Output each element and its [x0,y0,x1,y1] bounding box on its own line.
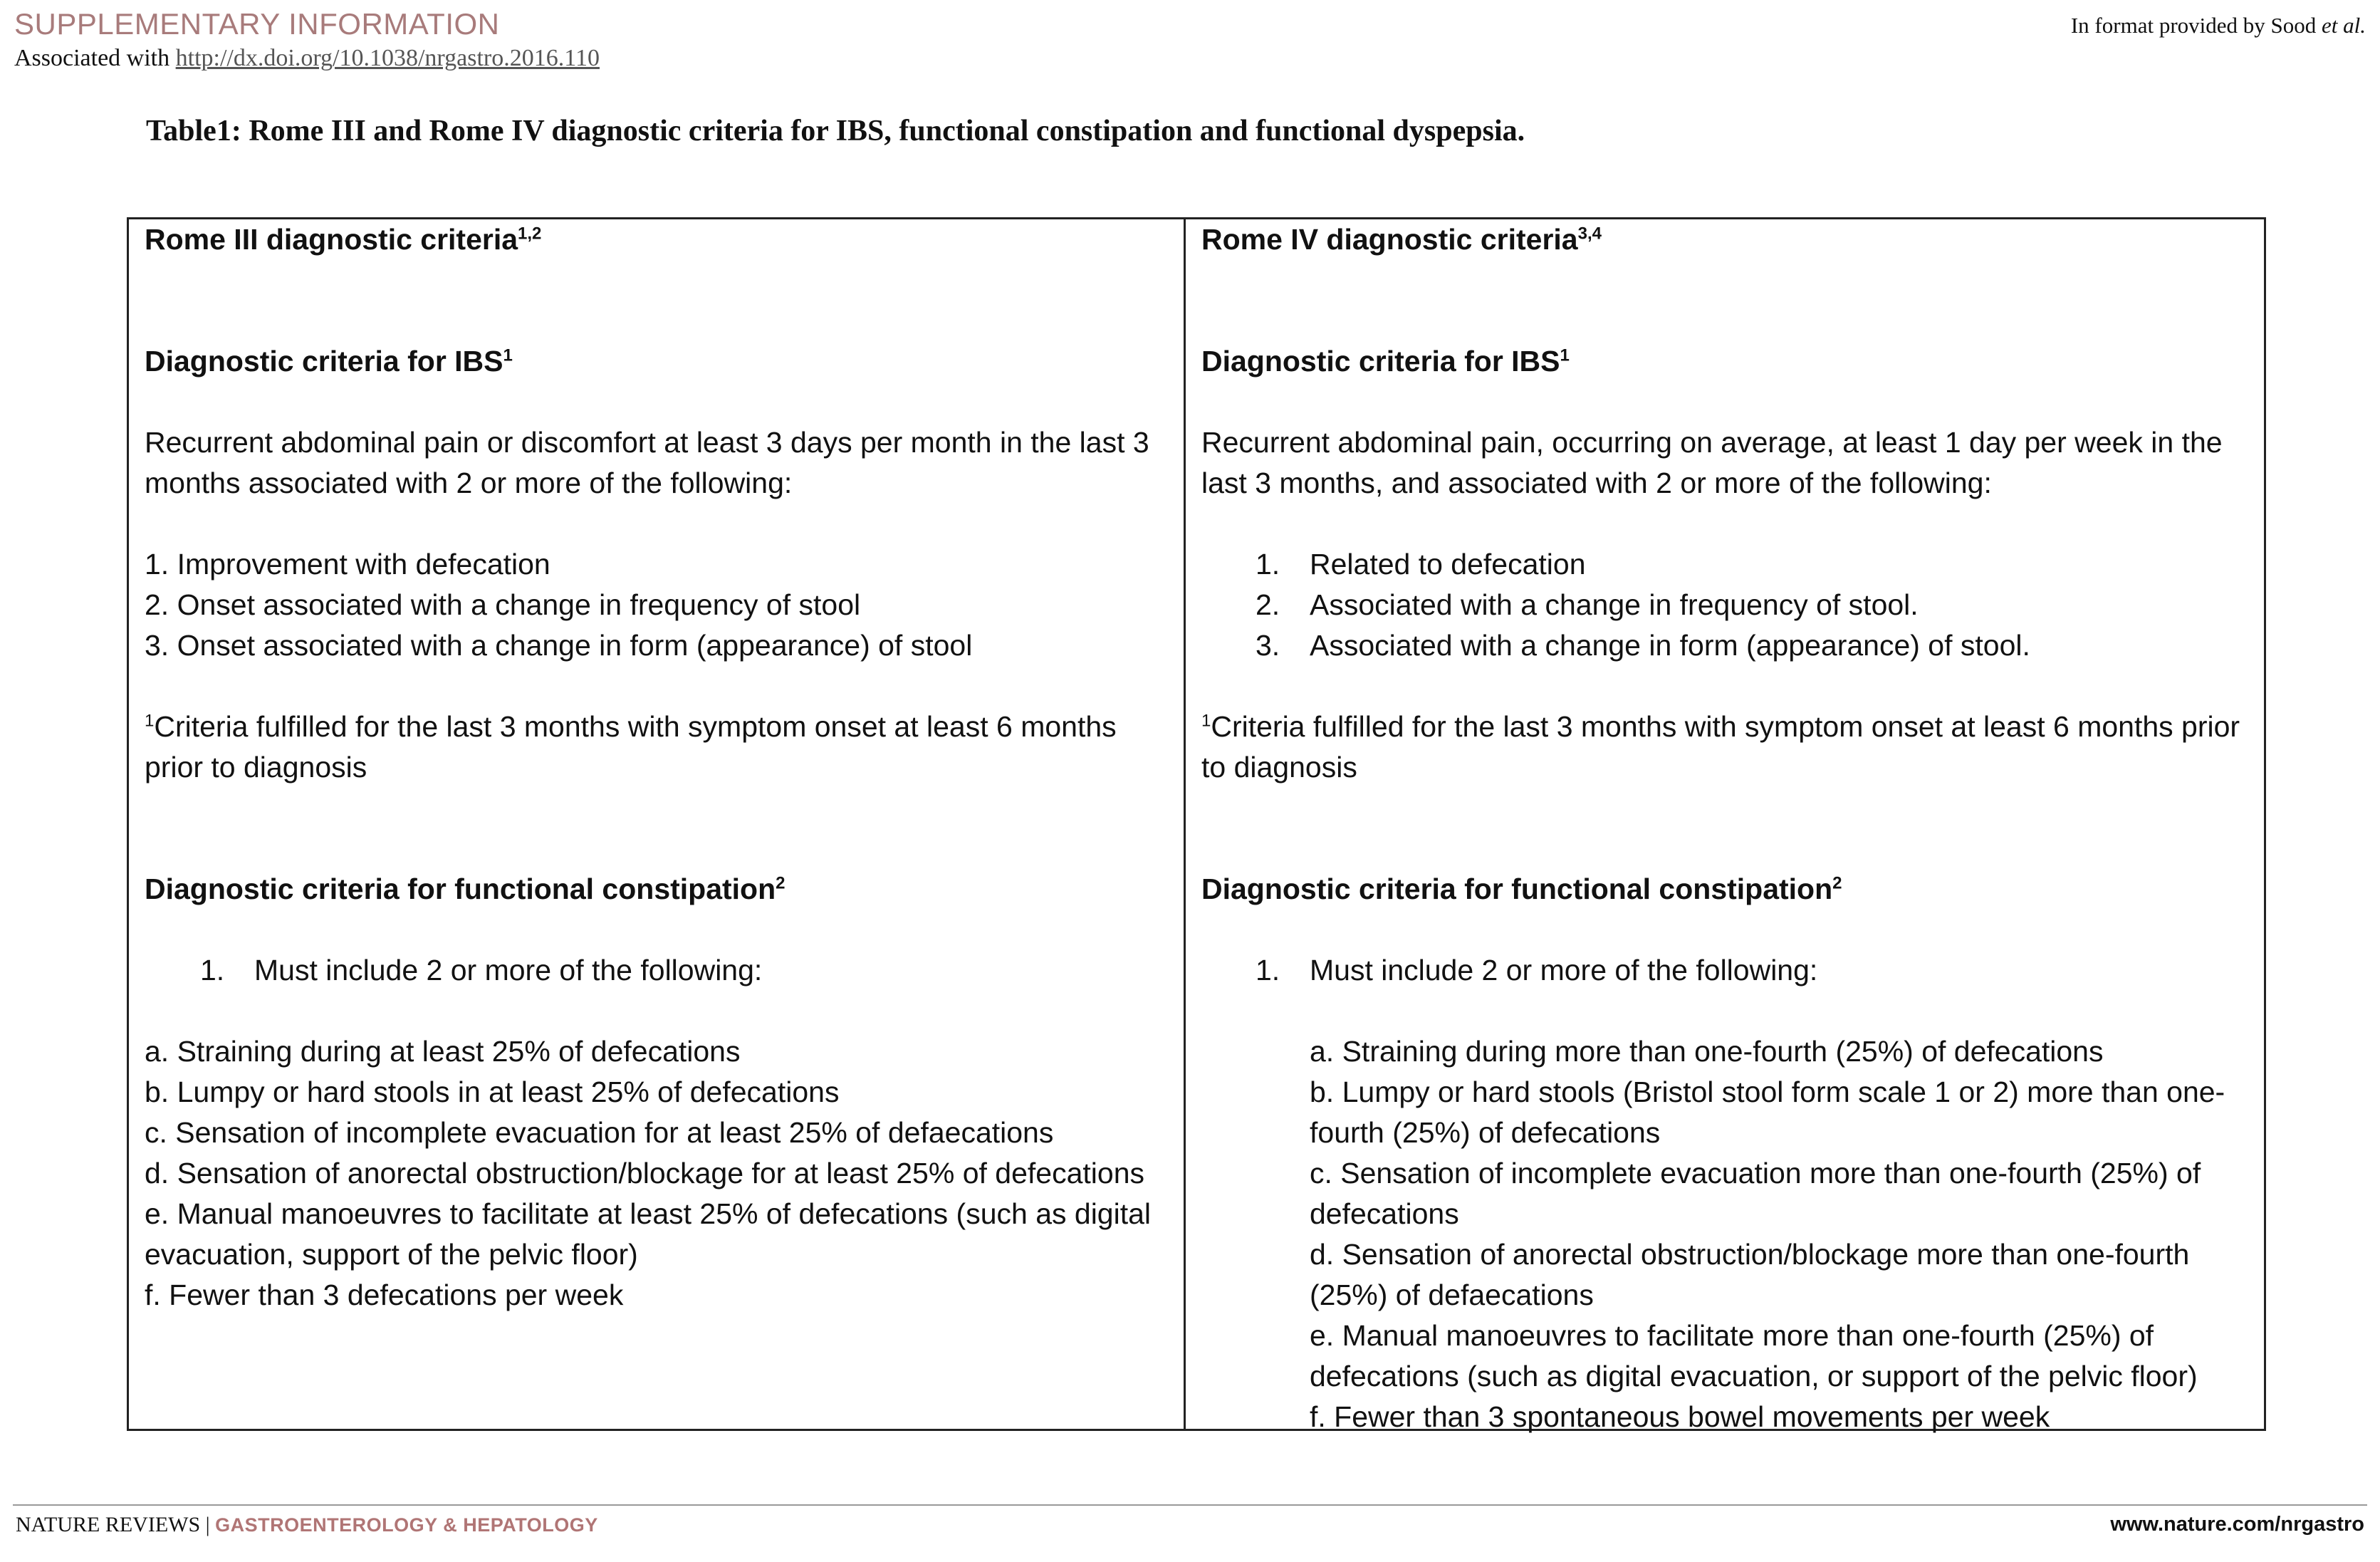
rome3-constipation-item: a. Straining during at least 25% of defecations [145,1035,741,1068]
rome4-column [1186,219,2264,1433]
rome3-ibs-item: 2. Onset associated with a change in frequency of stool [145,588,861,621]
footer-separator: | [200,1513,216,1536]
supplementary-title: SUPPLEMENTARY INFORMATION [14,7,500,41]
rome4-ibs-footnote [1201,707,2251,788]
rome3-constipation-lead-text: Must include 2 or more of the following: [254,954,763,986]
footer-journal-prefix: NATURE REVIEWS [16,1513,201,1536]
rome4-ibs-item-num: 1. [1256,548,1280,580]
rome3-ibs-heading-text: Diagnostic criteria for IBS [145,345,503,378]
rome4-ibs-list [1201,544,2251,666]
rome3-ibs-heading [145,341,1168,382]
format-note-italic: et al. [2322,13,2366,38]
rome4-constipation-items [1201,1031,2251,1437]
rome3-constipation-item: d. Sensation of anorectal obstruction/blockage for at least 25% of defecations [145,1157,1144,1189]
rome4-ibs-item-num: 3. [1256,629,1280,662]
format-note-text: In format provided by Sood [2070,13,2322,38]
footer-divider [13,1504,2367,1506]
rome4-constipation-num: 1. [1256,954,1280,986]
format-note [2071,13,2366,38]
doi-link[interactable]: http://dx.doi.org/10.1038/nrgastro.2016.110 [175,45,600,71]
rome3-ibs-intro: Recurrent abdominal pain or discomfort at least 3 days per month in the last 3 months associated with 2 or more of the following: [145,426,1149,499]
rome4-ibs-item [1256,585,2251,625]
footer-journal [16,1513,598,1537]
rome3-heading [145,219,1168,260]
rome4-ibs-heading-sup: 1 [1560,345,1570,365]
rome4-constipation-lead-text: Must include 2 or more of the following: [1310,954,1818,986]
footer-url[interactable]: www.nature.com/nrgastro [2110,1513,2364,1536]
rome3-ibs-item: 3. Onset associated with a change in form (appearance) of stool [145,629,973,662]
rome3-constipation-lead [145,950,1168,991]
associated-prefix: Associated with [14,45,176,71]
rome3-constipation-item: f. Fewer than 3 defecations per week [145,1279,624,1311]
rome4-ibs-item-num: 2. [1256,588,1280,621]
rome3-constipation-heading [145,869,1168,910]
rome4-constipation-item: f. Fewer than 3 spontaneous bowel movements per week [1310,1400,2050,1433]
rome4-heading-text: Rome IV diagnostic criteria [1201,223,1578,256]
rome3-heading-sup: 1,2 [518,224,542,244]
rome3-constipation-item: e. Manual manoeuvres to facilitate at least 25% of defecations (such as digital evacuation, support of the pelvic floor) [145,1197,1152,1271]
rome4-ibs-item-text: Related to defecation [1310,548,1586,580]
rome4-ibs-footnote-sup: 1 [1201,711,1211,731]
rome3-constipation-num: 1. [200,954,225,986]
associated-line [14,43,600,74]
rome4-ibs-item [1256,625,2251,666]
rome4-ibs-intro: Recurrent abdominal pain, occurring on average, at least 1 day per week in the last 3 months, and associated with 2 or more of the following: [1201,426,2223,499]
rome3-constipation-item: b. Lumpy or hard stools in at least 25% of defecations [145,1076,840,1108]
rome4-ibs-item [1256,544,2251,585]
rome4-constipation-heading-text: Diagnostic criteria for functional constipation [1201,873,1833,905]
rome4-ibs-heading-text: Diagnostic criteria for IBS [1201,345,1560,378]
rome3-ibs-footnote [145,707,1168,788]
rome4-constipation-item: d. Sensation of anorectal obstruction/blockage more than one-fourth (25%) of defaecations [1310,1238,2190,1311]
rome3-constipation-heading-sup: 2 [776,873,785,893]
rome4-ibs-footnote-text: Criteria fulfilled for the last 3 months with symptom onset at least 6 months prior to diagnosis [1201,710,2240,783]
rome3-column [129,219,1186,1429]
rome3-constipation-heading-text: Diagnostic criteria for functional constipation [145,873,776,905]
page-header [14,6,600,74]
rome4-constipation-item: a. Straining during more than one-fourth (25%) of defecations [1310,1035,2104,1068]
rome4-ibs-item-text: Associated with a change in form (appearance) of stool. [1310,629,2030,662]
rome3-heading-text: Rome III diagnostic criteria [145,223,518,256]
rome4-constipation-item: e. Manual manoeuvres to facilitate more than one-fourth (25%) of defecations (such as digital evacuation, or support of the pelvic floor) [1310,1319,2198,1392]
footer-journal-name: GASTROENTEROLOGY & HEPATOLOGY [215,1514,598,1536]
rome3-ibs-footnote-sup: 1 [145,711,155,731]
table-title: Table1: Rome III and Rome IV diagnostic criteria for IBS, functional constipation and functional dyspepsia. [146,115,1525,147]
rome4-heading-sup: 3,4 [1577,224,1602,244]
rome4-constipation-heading [1201,869,2251,910]
rome4-ibs-item-text: Associated with a change in frequency of stool. [1310,588,1919,621]
rome4-constipation-item: b. Lumpy or hard stools (Bristol stool form scale 1 or 2) more than one-fourth (25%) of defecations [1310,1076,2225,1149]
rome4-constipation-item: c. Sensation of incomplete evacuation more than one-fourth (25%) of defecations [1310,1157,2201,1230]
rome3-ibs-footnote-text: Criteria fulfilled for the last 3 months with symptom onset at least 6 months prior to diagnosis [145,710,1117,783]
criteria-table [127,217,2266,1431]
rome4-heading [1201,219,2251,260]
rome3-constipation-item: c. Sensation of incomplete evacuation for at least 25% of defaecations [145,1116,1054,1149]
rome4-constipation-heading-sup: 2 [1832,873,1842,893]
rome3-ibs-heading-sup: 1 [503,345,513,365]
rome4-constipation-lead [1201,950,2251,991]
rome4-ibs-heading [1201,341,2251,382]
rome3-ibs-item: 1. Improvement with defecation [145,548,550,580]
